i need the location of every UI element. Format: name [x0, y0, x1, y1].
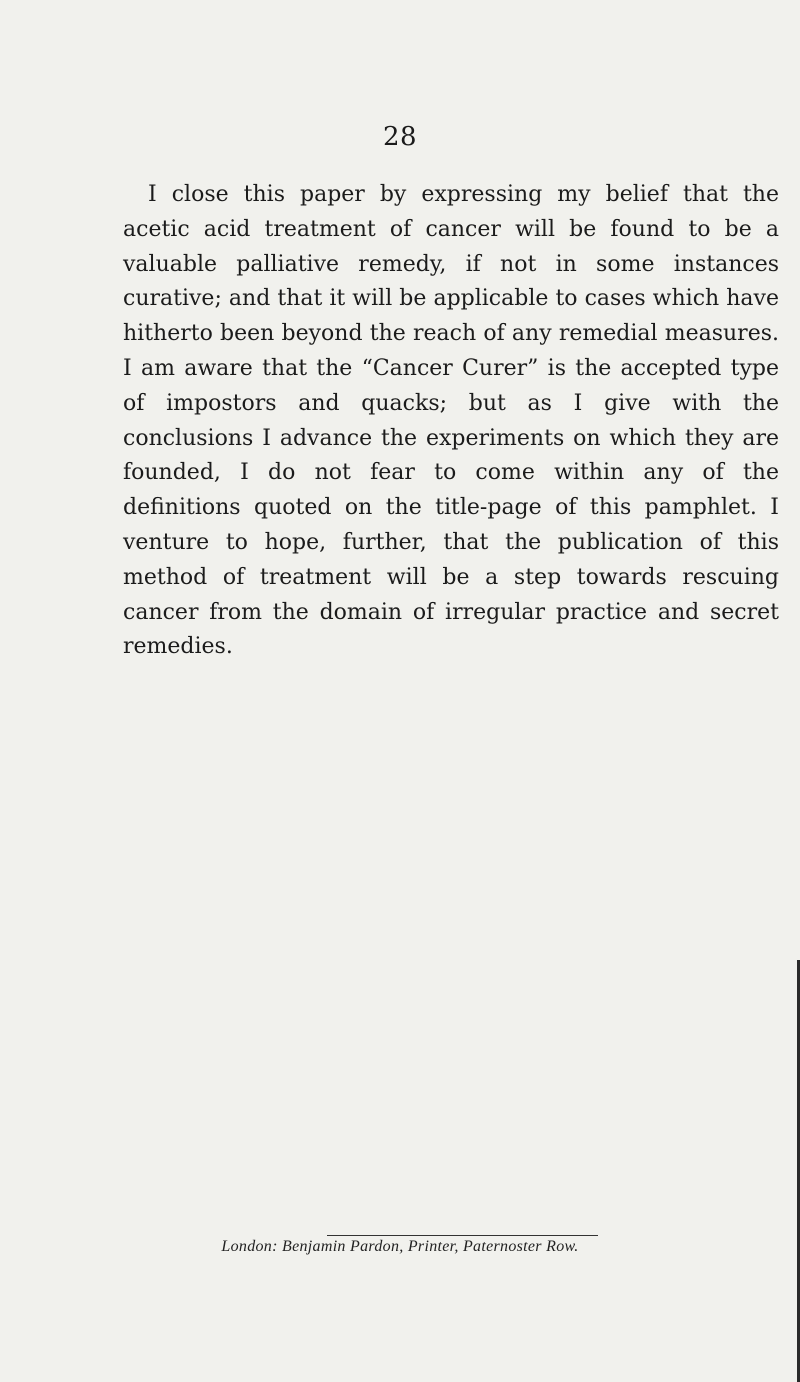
imprint-rule: [327, 1235, 598, 1236]
printer-imprint: London: Benjamin Pardon, Printer, Paternoster Row.: [221, 1238, 579, 1255]
page-number: 28: [382, 122, 418, 152]
body-paragraph: I close this paper by expressing my belief that the acetic acid treatment of cancer will be found to be a valuable palliative remedy, if not in some instances curative; and that it will be applicable to cases which have hitherto been beyond the reach of any remedial measures. I am aware that the “Cancer Curer” is the accepted type of impostors and quacks; but as I give with the conclusions I advance the experiments on which they are founded, I do not fear to come within any of the definitions quoted on the title-page of this pamphlet. I venture to hope, further, that the publication of this method of treatment will be a step towards rescuing cancer from the domain of irregular practice and secret remedies.: [123, 182, 779, 660]
